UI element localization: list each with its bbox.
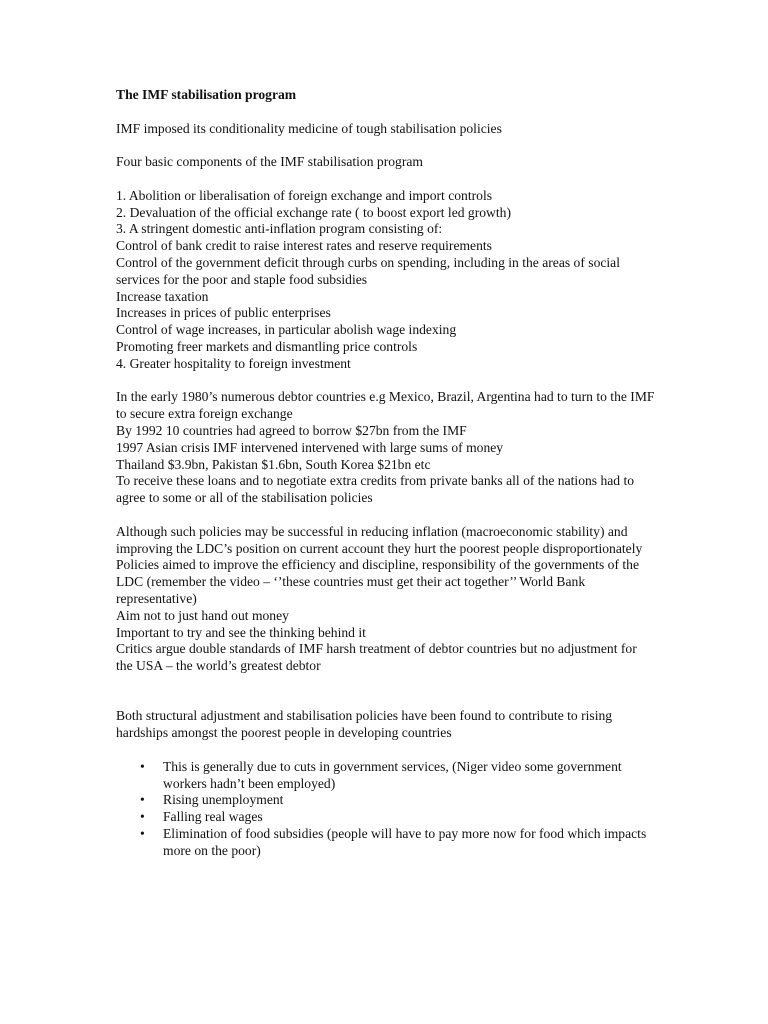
spacer — [116, 171, 656, 188]
bullet-icon: • — [140, 809, 145, 825]
list-item-text: Rising unemployment — [163, 792, 284, 808]
bullet-icon: • — [140, 792, 145, 808]
bullet-icon: • — [140, 826, 145, 842]
spacer — [116, 675, 656, 709]
component-line: Increase taxation — [116, 288, 209, 304]
component-line: Control of wage increases, in particular abolish wage indexing — [116, 322, 457, 338]
evaluation-line: Aim not to just hand out money — [116, 607, 289, 623]
evaluation-line: Critics argue double standards of IMF harsh treatment of debtor countries but no adjustment for the USA – the world’s greatest debtor — [116, 641, 641, 674]
evaluation-line: Policies aimed to improve the efficiency and discipline, responsibility of the governments of the LDC (remember the video – ‘’these countries must get their act together’’ World Bank representative) — [116, 557, 643, 606]
spacer — [116, 373, 656, 390]
component-line: Promoting freer markets and dismantling price controls — [116, 338, 418, 354]
component-line: 4. Greater hospitality to foreign investment — [116, 355, 351, 371]
bullet-icon: • — [140, 758, 145, 774]
component-line: 2. Devaluation of the official exchange rate ( to boost export led growth) — [116, 204, 511, 220]
intro-paragraph: IMF imposed its conditionality medicine of tough stabilisation policies — [116, 120, 502, 136]
component-line: 3. A stringent domestic anti-inflation program consisting of: — [116, 221, 443, 237]
component-line: 1. Abolition or liberalisation of foreign exchange and import controls — [116, 187, 493, 203]
history-line: Thailand $3.9bn, Pakistan $1.6bn, South Korea $21bn etc — [116, 456, 431, 472]
spacer — [116, 104, 656, 121]
history-line: By 1992 10 countries had agreed to borrow $27bn from the IMF — [116, 422, 467, 438]
evaluation-line: Although such policies may be successful in reducing inflation (macroeconomic stability) and improving the LDC’s position on current account they hurt the poorest people disproportionately — [116, 523, 643, 556]
component-line: Control of the government deficit through curbs on spending, including in the areas of social services for the poor and staple food subsidies — [116, 254, 624, 287]
list-item-text: Elimination of food subsidies (people will have to pay more now for food which impacts more on the poor) — [163, 826, 647, 858]
history-line: To receive these loans and to negotiate extra credits from private banks all of the nations had to agree to some or all of the stabilisation policies — [116, 473, 638, 506]
list-item-text: Falling real wages — [163, 809, 263, 825]
list-item — [116, 759, 656, 793]
spacer — [116, 742, 656, 759]
history-line: In the early 1980’s numerous debtor countries e.g Mexico, Brazil, Argentina had to turn to the IMF to secure extra foreign exchange — [116, 389, 658, 422]
spacer — [116, 507, 656, 524]
components-heading: Four basic components of the IMF stabilisation program — [116, 154, 423, 170]
history-line: 1997 Asian crisis IMF intervened intervened with large sums of money — [116, 439, 504, 455]
evaluation-line: Important to try and see the thinking behind it — [116, 624, 366, 640]
list-item — [116, 826, 656, 860]
list-item — [116, 792, 656, 809]
document-title: The IMF stabilisation program — [116, 87, 297, 102]
bullet-list — [116, 759, 656, 860]
component-line: Increases in prices of public enterprises — [116, 305, 331, 321]
spacer — [116, 137, 656, 154]
component-line: Control of bank credit to raise interest rates and reserve requirements — [116, 238, 492, 254]
conclusion-paragraph: Both structural adjustment and stabilisation policies have been found to contribute to rising hardships amongst the poorest people in developing countries — [116, 708, 616, 741]
list-item — [116, 809, 656, 826]
document-page — [116, 87, 656, 860]
list-item-text: This is generally due to cuts in government services, (Niger video some government workers hadn’t been employed) — [163, 758, 622, 791]
